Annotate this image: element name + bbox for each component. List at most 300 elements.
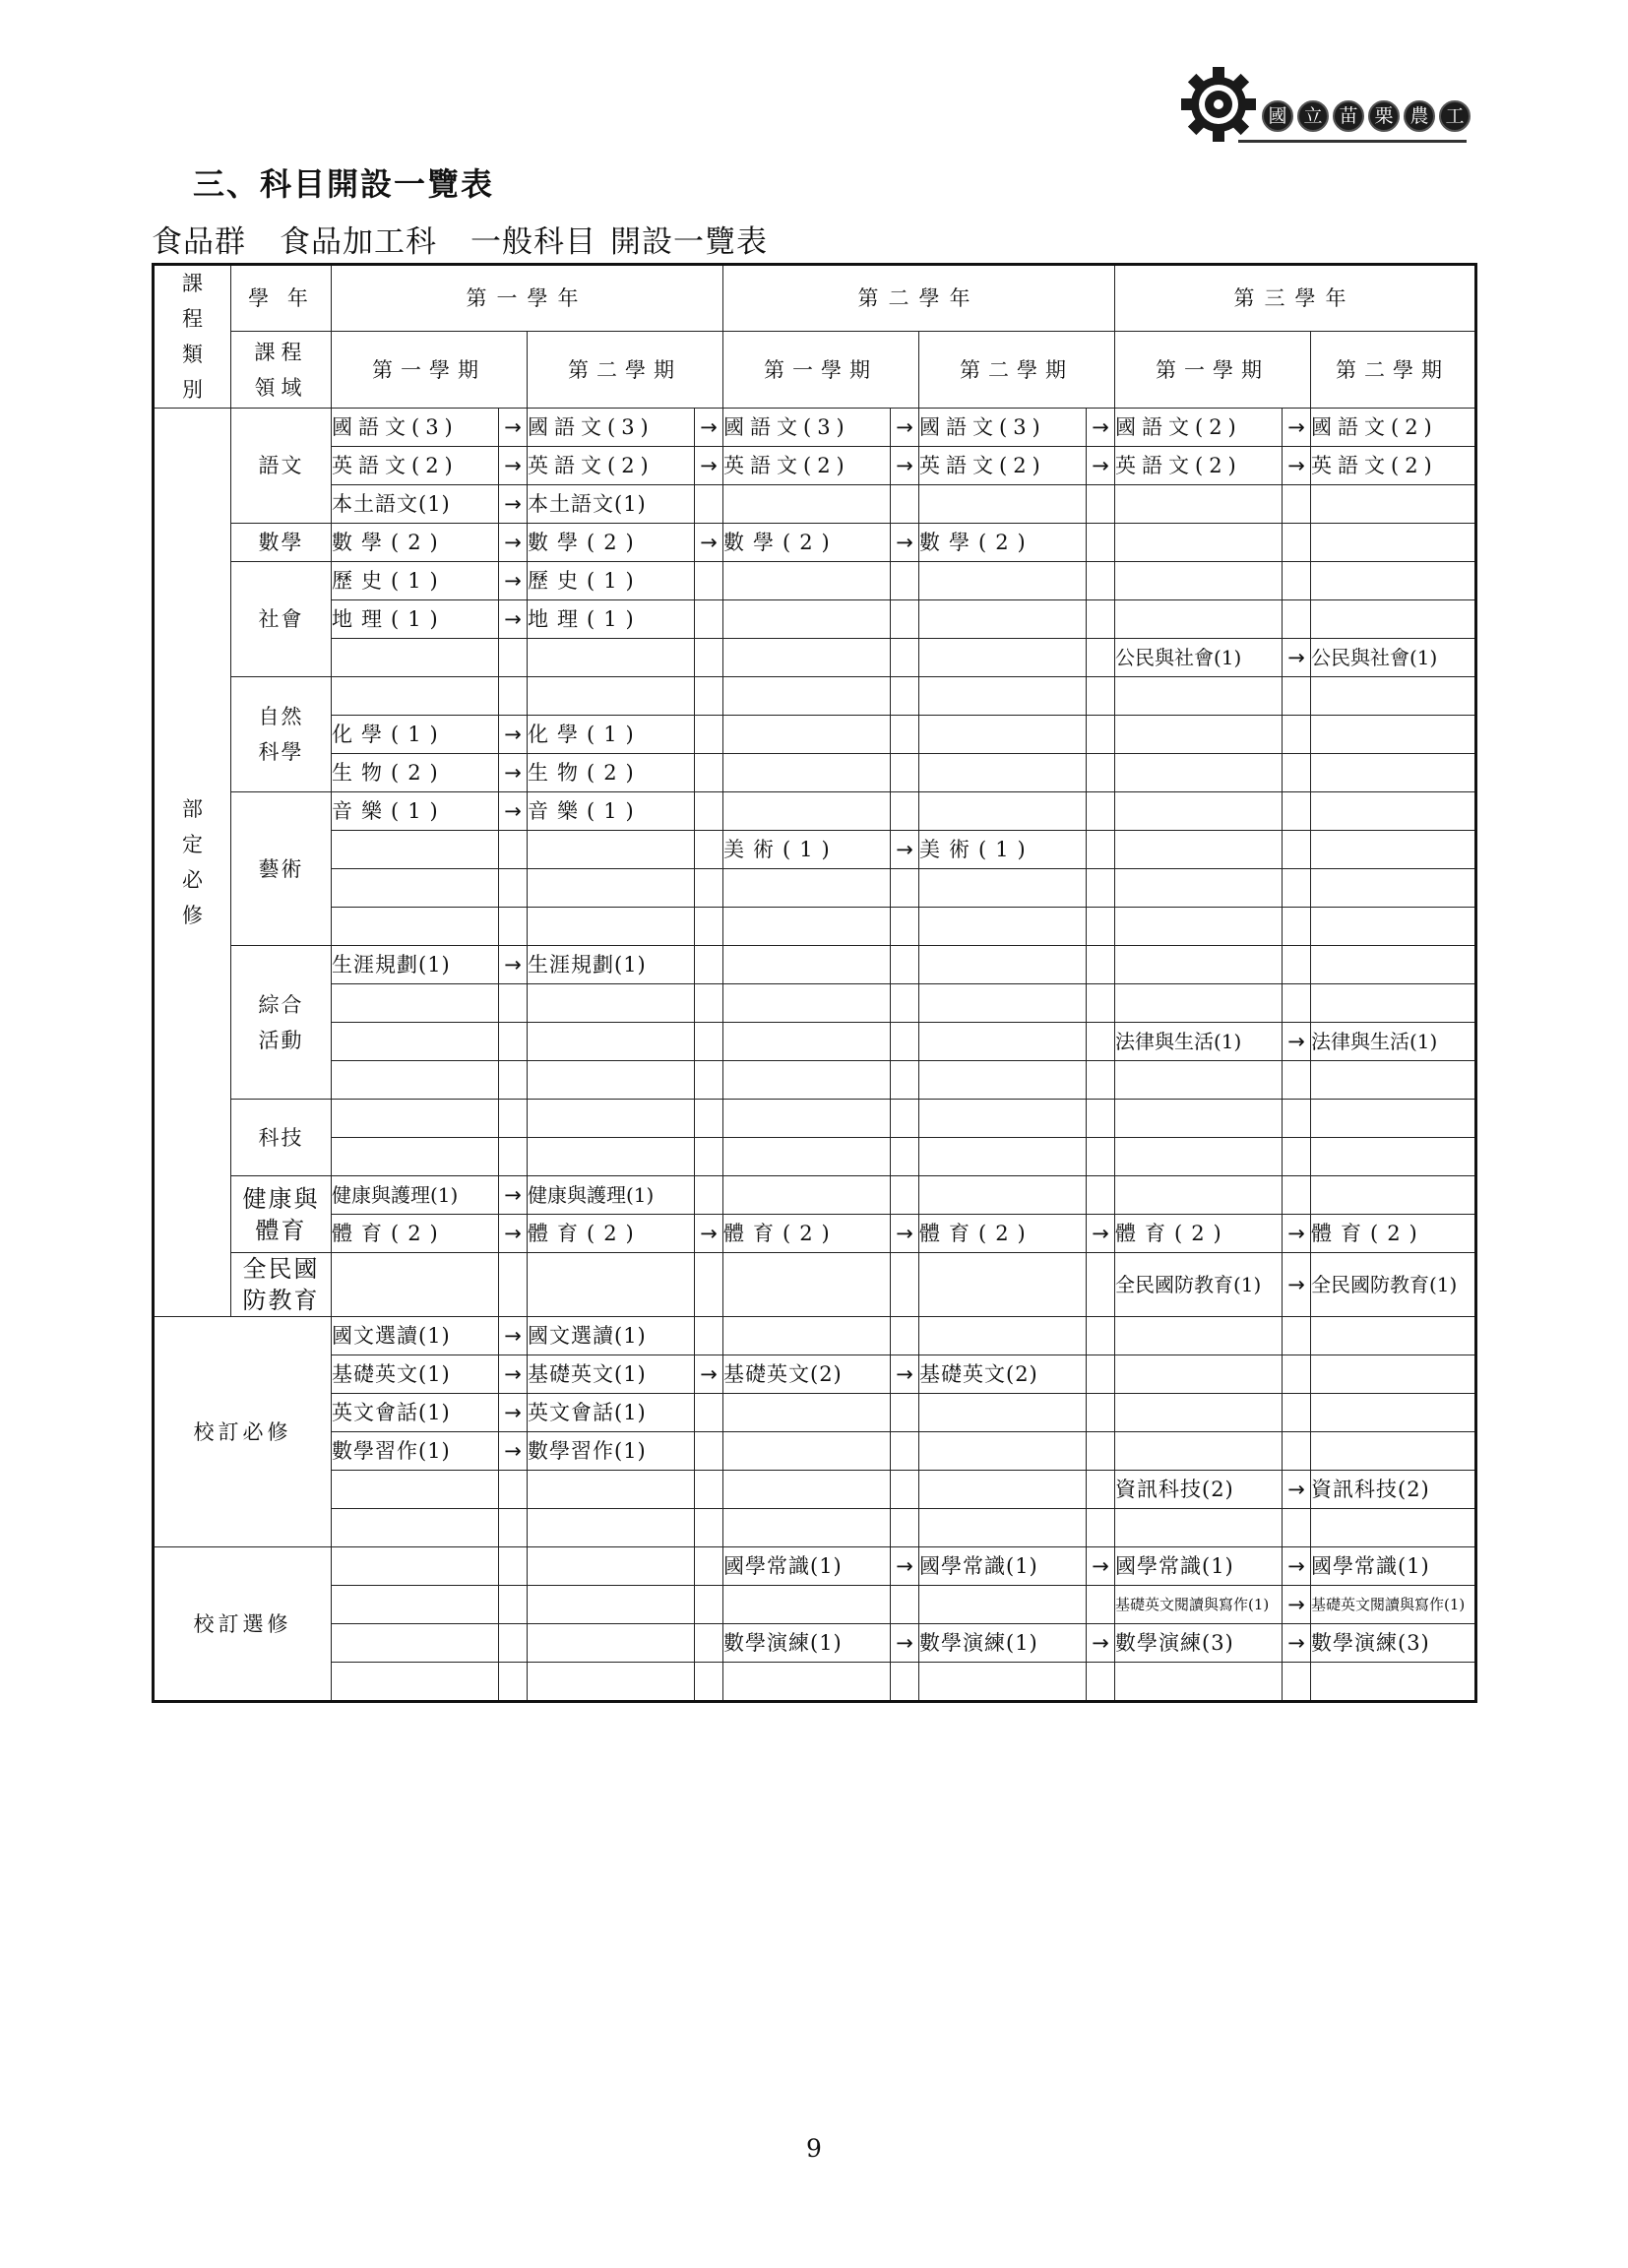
empty-cell [723,869,891,908]
label-line: 校訂選修 [193,1611,292,1636]
arrow-gap-cell [1087,1317,1115,1355]
table-row [154,754,1476,792]
empty-cell [1311,1663,1476,1702]
empty-cell [332,639,499,677]
arrow-gap-cell [695,562,723,600]
arrow-gap-cell [891,754,919,792]
empty-cell [723,677,891,716]
empty-cell [528,1100,695,1138]
course-cell: 體育(2) [1115,1215,1283,1253]
table-row [154,1176,1476,1215]
arrow-gap-cell [499,1023,528,1061]
empty-cell [332,1663,499,1702]
empty-cell [723,600,891,639]
arrow-right-icon: → [499,946,528,984]
empty-cell [919,716,1087,754]
arrow-right-icon: → [695,409,723,447]
arrow-gap-cell [1283,677,1311,716]
header-domain-line: 領域 [254,375,308,400]
arrow-gap-cell [499,1061,528,1100]
course-cell: 公民與社會(1) [1115,639,1283,677]
arrow-gap-cell [1087,984,1115,1023]
empty-cell [528,1586,695,1624]
course-cell: 數學(2) [723,524,891,562]
empty-cell [528,984,695,1023]
logo-char: 栗 [1368,100,1400,132]
course-cell: 音樂(1) [332,792,499,831]
table-row [154,1547,1476,1586]
arrow-gap-cell [1087,1138,1115,1176]
arrow-gap-cell [891,716,919,754]
table-row [154,984,1476,1023]
arrow-gap-cell [499,869,528,908]
arrow-right-icon: → [695,447,723,485]
empty-cell [723,1471,891,1509]
empty-cell [1115,1663,1283,1702]
arrow-gap-cell [499,1547,528,1586]
empty-cell [1311,1317,1476,1355]
header-year-1: 第一學年 [332,265,723,332]
course-cell: 基礎英文閱讀與寫作(1) [1311,1586,1476,1624]
arrow-gap-cell [695,946,723,984]
header-year-2: 第二學年 [723,265,1115,332]
arrow-right-icon: → [499,524,528,562]
empty-cell [332,1138,499,1176]
course-cell: 生涯規劃(1) [332,946,499,984]
arrow-gap-cell [1087,639,1115,677]
label-line: 藝術 [258,856,304,881]
arrow-gap-cell [891,1432,919,1471]
table-row [154,792,1476,831]
arrow-right-icon: → [499,409,528,447]
arrow-right-icon: → [499,447,528,485]
course-cell: 英語文(2) [1115,447,1283,485]
arrow-right-icon: → [695,1215,723,1253]
table-title-group: 食品群 [152,224,246,260]
course-cell: 公民與社會(1) [1311,639,1476,677]
arrow-gap-cell [499,831,528,869]
arrow-right-icon: → [891,1215,919,1253]
empty-cell [1311,1061,1476,1100]
empty-cell [1311,485,1476,524]
course-cell: 國語文(3) [723,409,891,447]
arrow-right-icon: → [499,1317,528,1355]
empty-cell [723,1138,891,1176]
arrow-right-icon: → [499,1355,528,1394]
header-category-char: 類 [182,343,203,366]
empty-cell [919,792,1087,831]
label-line: 體育 [255,1216,307,1244]
arrow-gap-cell [695,1061,723,1100]
empty-cell [919,485,1087,524]
arrow-gap-cell [891,1138,919,1176]
arrow-right-icon: → [695,1355,723,1394]
empty-cell [723,639,891,677]
arrow-gap-cell [695,1023,723,1061]
table-row [154,1355,1476,1394]
label-line: 定 [182,833,203,856]
empty-cell [332,984,499,1023]
arrow-gap-cell [891,1100,919,1138]
arrow-right-icon: → [1283,1471,1311,1509]
course-cell: 英語文(2) [723,447,891,485]
arrow-right-icon: → [499,792,528,831]
course-cell: 資訊科技(2) [1115,1471,1283,1509]
table-row [154,1317,1476,1355]
empty-cell [723,984,891,1023]
empty-cell [1311,1355,1476,1394]
arrow-gap-cell [695,1432,723,1471]
course-cell: 全民國防教育(1) [1115,1253,1283,1317]
table-row [154,1253,1476,1317]
header-semester-1-2: 第二學期 [528,332,723,409]
empty-cell [919,1663,1087,1702]
arrow-gap-cell [891,1394,919,1432]
course-cell: 體育(2) [1311,1215,1476,1253]
course-cell: 生物(2) [528,754,695,792]
empty-cell [1311,984,1476,1023]
table-row [154,908,1476,946]
course-cell: 化學(1) [332,716,499,754]
label-line: 綜合 [258,992,304,1017]
empty-cell [332,831,499,869]
empty-cell [528,908,695,946]
arrow-gap-cell [1283,946,1311,984]
table-row [154,1061,1476,1100]
arrow-right-icon: → [499,1394,528,1432]
arrow-gap-cell [499,677,528,716]
empty-cell [528,639,695,677]
empty-cell [919,1100,1087,1138]
header-domain-line: 課程 [254,340,308,364]
empty-cell [1311,1394,1476,1432]
arrow-gap-cell [891,1663,919,1702]
arrow-gap-cell [1087,1663,1115,1702]
arrow-gap-cell [891,485,919,524]
logo-underline [1238,140,1467,143]
empty-cell [1311,1100,1476,1138]
arrow-gap-cell [1087,1509,1115,1547]
course-cell: 國語文(2) [1115,409,1283,447]
domain-arts [231,792,332,946]
arrow-gap-cell [1283,1394,1311,1432]
label-line: 全民國 [242,1255,320,1283]
table-row [154,562,1476,600]
table-row [154,447,1476,485]
course-cell: 英語文(2) [332,447,499,485]
arrow-gap-cell [891,639,919,677]
arrow-right-icon: → [1283,1624,1311,1663]
empty-cell [723,1061,891,1100]
empty-cell [1115,1100,1283,1138]
course-plan-table [152,263,1477,1703]
empty-cell [1115,524,1283,562]
arrow-right-icon: → [1087,1547,1115,1586]
header-semester-2-2: 第二學期 [919,332,1115,409]
label-line: 數學 [258,531,304,554]
empty-cell [723,946,891,984]
arrow-gap-cell [1283,1355,1311,1394]
course-cell: 健康與護理(1) [332,1176,499,1215]
course-cell: 英文會話(1) [332,1394,499,1432]
header-category-char: 課 [182,272,203,295]
arrow-gap-cell [1087,1394,1115,1432]
header-year-char: 年 [286,286,314,311]
empty-cell [1311,1509,1476,1547]
logo-char: 立 [1297,100,1329,132]
arrow-gap-cell [695,639,723,677]
empty-cell [919,946,1087,984]
arrow-gap-cell [1087,1023,1115,1061]
arrow-gap-cell [891,1176,919,1215]
arrow-gap-cell [1283,1176,1311,1215]
empty-cell [723,562,891,600]
label-line: 活動 [258,1028,304,1052]
empty-cell [528,1138,695,1176]
course-cell: 英文會話(1) [528,1394,695,1432]
empty-cell [528,1547,695,1586]
arrow-gap-cell [695,869,723,908]
empty-cell [1311,600,1476,639]
arrow-gap-cell [695,485,723,524]
arrow-gap-cell [1087,908,1115,946]
arrow-gap-cell [1283,792,1311,831]
course-cell: 基礎英文(1) [528,1355,695,1394]
header-row-years [154,265,1476,332]
empty-cell [1311,1432,1476,1471]
arrow-gap-cell [891,869,919,908]
arrow-gap-cell [891,1586,919,1624]
empty-cell [919,1317,1087,1355]
arrow-gap-cell [499,1138,528,1176]
course-cell: 基礎英文閱讀與寫作(1) [1115,1586,1283,1624]
table-row [154,1138,1476,1176]
label-line: 自然 [258,705,304,728]
arrow-gap-cell [1087,1586,1115,1624]
empty-cell [528,1509,695,1547]
arrow-gap-cell [1087,1355,1115,1394]
course-plan-body [154,265,1476,1702]
arrow-gap-cell [695,1471,723,1509]
empty-cell [1115,908,1283,946]
course-cell: 生物(2) [332,754,499,792]
table-row [154,1394,1476,1432]
empty-cell [1311,946,1476,984]
course-cell: 健康與護理(1) [528,1176,695,1215]
arrow-gap-cell [1283,716,1311,754]
arrow-gap-cell [1087,524,1115,562]
header-semester-3-1: 第一學期 [1115,332,1311,409]
course-cell: 生涯規劃(1) [528,946,695,984]
logo-char: 工 [1439,100,1471,132]
arrow-gap-cell [1087,562,1115,600]
arrow-gap-cell [1283,984,1311,1023]
course-cell: 體育(2) [723,1215,891,1253]
arrow-right-icon: → [891,524,919,562]
arrow-gap-cell [891,1471,919,1509]
empty-cell [1311,716,1476,754]
table-title-suffix: 開設一覽表 [610,224,768,260]
arrow-gap-cell [1087,1432,1115,1471]
empty-cell [919,600,1087,639]
empty-cell [723,1100,891,1138]
arrow-right-icon: → [499,562,528,600]
table-title-type: 一般科目 [470,224,596,260]
empty-cell [1311,908,1476,946]
arrow-gap-cell [695,1317,723,1355]
empty-cell [332,1253,499,1317]
course-cell: 數學演練(1) [919,1624,1087,1663]
course-cell: 英語文(2) [528,447,695,485]
arrow-gap-cell [1283,1061,1311,1100]
domain-health-pe [231,1176,332,1253]
arrow-gap-cell [1283,1432,1311,1471]
arrow-right-icon: → [891,1547,919,1586]
domain-math [231,524,332,562]
empty-cell [723,792,891,831]
arrow-gap-cell [1283,1100,1311,1138]
course-cell: 化學(1) [528,716,695,754]
course-cell: 英語文(2) [1311,447,1476,485]
label-line: 健康與 [242,1184,320,1213]
arrow-gap-cell [695,1394,723,1432]
arrow-gap-cell [1283,600,1311,639]
arrow-right-icon: → [499,1215,528,1253]
arrow-gap-cell [695,716,723,754]
empty-cell [919,1176,1087,1215]
arrow-right-icon: → [891,447,919,485]
empty-cell [1115,1355,1283,1394]
course-cell: 基礎英文(2) [919,1355,1087,1394]
label-line: 社會 [258,607,304,631]
arrow-gap-cell [695,1663,723,1702]
course-cell: 法律與生活(1) [1311,1023,1476,1061]
empty-cell [528,869,695,908]
arrow-gap-cell [1087,716,1115,754]
arrow-gap-cell [891,984,919,1023]
arrow-gap-cell [695,1253,723,1317]
label-line: 科技 [258,1125,304,1150]
arrow-right-icon: → [1283,1253,1311,1317]
empty-cell [1115,946,1283,984]
arrow-gap-cell [499,908,528,946]
empty-cell [919,869,1087,908]
table-row [154,1215,1476,1253]
category-school-elective [154,1547,332,1702]
table-row [154,639,1476,677]
arrow-gap-cell [499,639,528,677]
arrow-right-icon: → [1087,1215,1115,1253]
arrow-gap-cell [891,908,919,946]
arrow-right-icon: → [891,1355,919,1394]
course-cell: 全民國防教育(1) [1311,1253,1476,1317]
category-school-required [154,1317,332,1547]
table-title-dept: 食品加工科 [280,224,437,260]
course-cell: 本土語文(1) [332,485,499,524]
empty-cell [528,1061,695,1100]
empty-cell [528,1471,695,1509]
arrow-gap-cell [499,1663,528,1702]
empty-cell [1115,1509,1283,1547]
arrow-gap-cell [1283,1509,1311,1547]
empty-cell [919,639,1087,677]
arrow-gap-cell [1087,1471,1115,1509]
arrow-right-icon: → [1087,447,1115,485]
empty-cell [723,1317,891,1355]
empty-cell [1311,1176,1476,1215]
arrow-gap-cell [891,1061,919,1100]
arrow-gap-cell [1283,754,1311,792]
empty-cell [1115,1317,1283,1355]
table-row [154,831,1476,869]
logo-char: 農 [1404,100,1435,132]
empty-cell [1115,754,1283,792]
course-cell: 數學(2) [528,524,695,562]
arrow-right-icon: → [1087,409,1115,447]
empty-cell [919,1023,1087,1061]
course-cell: 數學習作(1) [528,1432,695,1471]
empty-cell [1115,1138,1283,1176]
course-cell: 英語文(2) [919,447,1087,485]
arrow-right-icon: → [891,409,919,447]
section-title: 三、科目開設一覽表 [193,165,495,203]
arrow-gap-cell [1087,754,1115,792]
empty-cell [723,1586,891,1624]
arrow-right-icon: → [499,485,528,524]
arrow-gap-cell [695,1100,723,1138]
table-row [154,1624,1476,1663]
empty-cell [723,1663,891,1702]
page-number: 9 [806,2134,822,2163]
empty-cell [332,1624,499,1663]
empty-cell [723,1432,891,1471]
course-cell: 歷史(1) [528,562,695,600]
empty-cell [528,1023,695,1061]
header-course-domain [231,332,332,409]
course-cell: 法律與生活(1) [1115,1023,1283,1061]
arrow-gap-cell [695,908,723,946]
domain-social [231,562,332,677]
empty-cell [1311,677,1476,716]
empty-cell [332,1547,499,1586]
domain-integrated-activities [231,946,332,1100]
course-cell: 數學(2) [332,524,499,562]
arrow-gap-cell [1087,600,1115,639]
empty-cell [332,1061,499,1100]
table-row [154,485,1476,524]
arrow-gap-cell [695,1624,723,1663]
arrow-right-icon: → [1283,1023,1311,1061]
course-cell: 地理(1) [332,600,499,639]
course-cell: 基礎英文(1) [332,1355,499,1394]
empty-cell [919,1586,1087,1624]
table-row [154,869,1476,908]
label-line: 部 [182,797,203,821]
arrow-gap-cell [1283,1317,1311,1355]
course-cell: 音樂(1) [528,792,695,831]
arrow-right-icon: → [1283,447,1311,485]
arrow-right-icon: → [1283,409,1311,447]
table-row [154,1663,1476,1702]
header-year-3: 第三學年 [1115,265,1476,332]
arrow-gap-cell [891,946,919,984]
empty-cell [332,908,499,946]
empty-cell [723,754,891,792]
domain-science [231,677,332,792]
arrow-right-icon: → [499,754,528,792]
header-category-char: 程 [182,307,203,331]
empty-cell [919,1138,1087,1176]
